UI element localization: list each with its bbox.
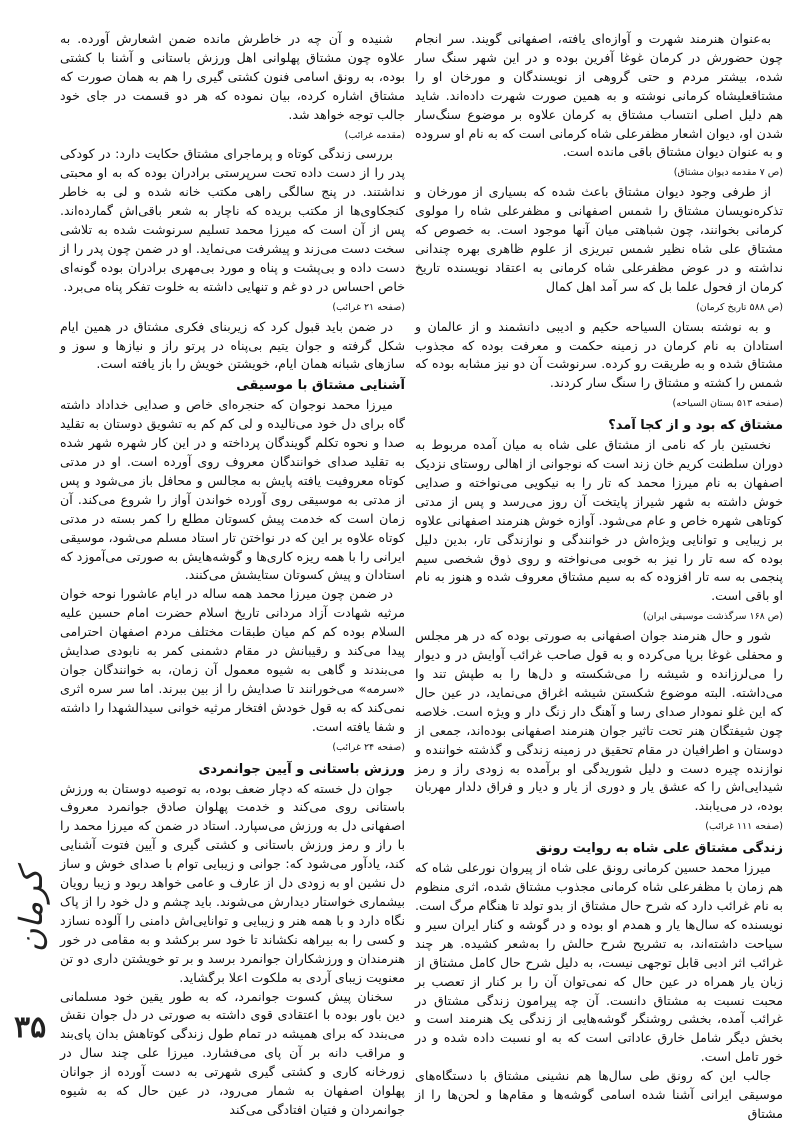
citation: (ص ۵۸۸ تاریخ کرمان) bbox=[696, 301, 783, 313]
right-column bbox=[415, 30, 783, 1121]
citation: (صفحه ۲۴ غرائب) bbox=[332, 741, 405, 753]
paragraph: میرزا محمد حسین کرمانی رونق علی شاه از پیروان نورعلی شاه که هم زمان با مظفرعلی شاه کرمانی مجذوب مشتاق شده، اثری منظوم به نام غرائب دارد که شرح حال مشتاق از بدو تولد تا هنگام مرگ است. نویسنده که سال‌ها یار و همدم او بوده و در گوشه و کنار ایران سیر و سیاحت داشته‌اند، به تشریح شرح حالش را به‌شعر کشیده. هر چند غرائب اثر ادبی قابل توجهی نیست، به دلیل شرح حال کامل مشتاق از زبان یار همراه در عین حال که نمی‌توان آن را بر کنار از تعصب بر محبت نسبت به مشتاق دانست. آن چه پیرامون زندگی مشتاق در غرائب آمده، بخشی روشنگر گوشه‌هایی از زندگی یک هنرمند است و بخش دیگر شامل خارق عاداتی است که به او نسبت داده شده و در خور تامل است. bbox=[415, 860, 783, 1065]
paragraph: جالب این که رونق طی سال‌ها هم نشینی مشتاق با دستگاه‌های موسیقی ایرانی آشنا شده اسامی گوشه‌ها و مقام‌ها و لحن‌ها را از مشتاق bbox=[415, 1068, 783, 1121]
paragraph: شور و حال هنرمند جوان اصفهانی به صورتی بوده که در هر مجلس و محفلی غوغا برپا می‌کرده و به قول صاحب غرائب آوایش در و دیوار را می‌لرزانده و شیشه را می‌شکسته و دل‌ها را به طپش تند وا می‌داشته. البته موضوع شکستن شیشه اغراق می‌نماید، در عین حال که این غلو نمودار صدای رسا و آهنگ دار زنگ دار و ویژه است. خلاصه چون شیفتگان هنر تحت تاثیر جوان هنرمند اصفهانی بوده‌اند، جمعی از دوستان و اطرافیان در مقام تحقیق در زمینه زندگی و گذشته خواننده و نوازنده چیره دست و دلیل شوریدگی او برآمده به زودی راز و رمز شیدایی‌اش را که عشق یار و دوری از یار و دیار و فراق دلدار مهربان بوده، در می‌یابند. bbox=[415, 628, 783, 814]
citation: (مقدمه غرائب) bbox=[344, 129, 405, 141]
section-heading: ورزش باستانی و آیین جوانمردی bbox=[198, 761, 405, 777]
citation: (ص ۱۶۸ سرگذشت موسیقی ایران) bbox=[643, 611, 783, 623]
section-heading: مشتاق که بود و از کجا آمد؟ bbox=[608, 418, 783, 434]
paragraph: شنیده و آن چه در خاطرش مانده ضمن اشعارش آورده. به علاوه چون مشتاق پهلوانی اهل ورزش باستانی و آشنا با کشتی بوده، به رونق اسامی فنون کشتی گیری را هم به همان صورت که مشتاق اشاره کرده، بیان نموده که هر دو قسمت در جای خود جالب توجه خواهد شد. bbox=[60, 31, 405, 122]
paragraph: در ضمن باید قبول کرد که زیربنای فکری مشتاق در همین ایام شکل گرفته و جوان یتیم بی‌پناه در پرتو راز و نیازها و سوز و سازهای شبانه همان ایام، خویشتن خویش را باز یافته است. bbox=[60, 318, 405, 372]
magazine-title-logo: کرمان bbox=[12, 868, 50, 952]
citation: (صفحه ۱۱۱ غرائب) bbox=[705, 821, 783, 833]
paragraph: در ضمن چون میرزا محمد همه ساله در ایام عاشورا نوحه خوان مرثیه شهادت آزاد مردانی تاریخ اسلام حضرت امام حسین علیه السلام بوده کم کم میان طبقات مختلف مردم اصفهان احترامی پیدا می‌کند و رقیبانش در مقام دشمنی کمر به نابودی صدایش می‌بندند و گاهی به شیوه معمول آن زمان، به خوانندگان جوان «سرمه» می‌خورانند تا صدایش را از بین ببرند. اما سر سره اثری نمی‌کند که به قول خودش افتخار مرثیه خوانی سیدالشهدا را داشته و شفا یافته است. bbox=[60, 586, 405, 734]
paragraph: میرزا محمد نوجوان که حنجره‌ای خاص و صدایی خداداد داشته گاه برای دل خود می‌نالیده و لی کم کم به تشویق دوستان به تقلید صدا و نحوه تکلم گویندگان پرداخته و در این کار شهره شهر شده به تقلید صدای خوانندگان معروف روی آورده است. او در مدتی کوتاه معروفیت یافته پایش به مجالس و محافل باز می‌شود و پس از مدتی به موسیقی روی آورده خواندن آواز را شروع می‌کند. آن زمان است که خدمت پیش کسوتان مطلع را کمر بسته در مدتی کوتاه علاوه بر این که در نواختن تار استاد مسلم می‌شود، موسیقی ایرانی را با همه ریزه کاری‌ها و گوشه‌هایش به صورتی می‌آموزد که استادان و پیش کسوتان ستایشش می‌کنند. bbox=[60, 397, 405, 583]
paragraph: بررسی زندگی کوتاه و پرماجرای مشتاق حکایت دارد: در کودکی پدر را از دست داده تحت سرپرستی برادران بوده که به او محبتی نداشتند. در پنج سالگی راهی مکتب خانه شده و لی به خاطر کنجکاوی‌ها از مکتب بریده که ناچار به شعر باقی‌اش گمارده‌اند. پس از آن است که میرزا محمد تسلیم سرنوشت شده به تلاشی سخت دست می‌زند و پیشرفت می‌نماید. او در ضمن چون پدر را از دست داده و بی‌پشت و پناه و مورد بی‌مهری برادران بوده گونه‌ای خاص احساس در دو غم و تنهایی داشته به خلوت تفکر پناه می‌برد. bbox=[60, 146, 405, 294]
section-heading: زندگی مشتاق علی شاه به روایت رونق bbox=[535, 841, 783, 857]
paragraph: به‌عنوان هنرمند شهرت و آوازه‌ای یافته، اصفهانی گویند. سر انجام چون حضورش در کرمان غوغا آفرین بوده و در این شهر سنگ سار شده، بیشتر مردم و حتی گروهی از نویسندگان و مورخان او را مشتاقعلیشاه کرمانی نوشته و به همین صورت شهرت داده‌اند. شاید هم دلیل اصلی انتساب مشتاق به کرمان علاوه بر موضوع سنگ‌سار شدن او، دیوان اشعار مظفرعلی شاه کرمانی است که به نام او سروده و به عنوان دیوان مشتاق باقی مانده است. bbox=[415, 31, 783, 160]
paragraph: سخنان پیش کسوت جوانمرد، که به طور یقین خود مسلمانی دین باور بوده با اعتقادی قوی داشته به صورتی در دل جوان نقش می‌بندد که برای همیشه در تمام طول زندگی کوتاهش بدان پای‌بند و مراقب دانه بر آن پای می‌فشارد. میرزا علی چند سال در زورخانه کاری و کشتی گیری شهرتی به دست آورده از جوانان پهلوان اصفهان به شمار می‌رود، در عین حال که به شیوه جوانمردان و فتیان افتادگی می‌کند bbox=[60, 988, 405, 1117]
citation: (صفحه ۲۱ غرائب) bbox=[332, 301, 405, 313]
paragraph: نخستین بار که نامی از مشتاق علی شاه به میان آمده مربوط به دوران سلطنت کریم خان زند است که نوجوانی از اهالی روستای نزدیک اصفهان به نام میرزا محمد که تار را به نیکویی می‌نواخته و صدایی خوش داشته به شهر شیراز پایتخت آن روز می‌رسد و پس از مدتی کوتاهی شهره خاص و عام می‌شود. آوازه خوش هنرمند اصفهانی علاوه بر زیبایی و توانایی ویژه‌اش در خوانندگی و نوازندگی تار، بدین دلیل بوده که سه تار را نیز به خوبی می‌نواخته و روی ذوق شخصی سیم پنجمی به سه تار افزوده که به سیم مشتاق معروف شده و هنوز به نام او باقی است. bbox=[415, 437, 783, 604]
page-number: ۳۵ bbox=[14, 1010, 47, 1045]
left-column bbox=[60, 30, 405, 1117]
paragraph: از طرفی وجود دیوان مشتاق باعث شده که بسیاری از مورخان و تذکره‌نویسان مشتاق را شمس اصفهانی و مظفرعلی شاه را مولوی کرمانی بخوانند، چون شباهتی میان آنها موجود است. به خصوص که مشتاق علی شاه نظیر شمس تبریزی از علوم ظاهری بهره چندانی نداشته و در عوض مظفرعلی شاه کرمانی به اعتقاد نویسنده تاریخ کرمان از فحول علما بل که سر آمد اهل کمال bbox=[415, 184, 783, 294]
paragraph: و به نوشته بستان السیاحه حکیم و ادیبی دانشمند و از عالمان و استادان به نام کرمان در زمینه حکمت و معرفت بوده که مجذوب مشتاق شده و به طریقت رو کرده. سرنوشت آن دو نیز مشابه بوده که شمس را کشته و مشتاق را سنگ سار کردند. bbox=[415, 318, 783, 391]
citation: (ص ۷ مقدمه دیوان مشتاق) bbox=[673, 167, 783, 179]
section-heading: آشنایی مشتاق با موسیقی bbox=[236, 378, 405, 394]
citation: (صفحه ۵۱۳ بستان السیاحه) bbox=[672, 398, 783, 410]
paragraph: جوان دل خسته که دچار ضعف بوده، به توصیه دوستان به ورزش باستانی روی می‌کند و خدمت پهلوان صادق جوانمرد معروف اصفهانی دل به ورزش می‌سپارد. استاد در ضمن که میرزا محمد را با راز و رمز ورزش باستانی و کشتی گیری و آیین فتوت آشنایی کند، یادآور می‌شود که: جوانی و زیبایی توام با صدای خوش و ساز دل نشین او به زودی دل از عارف و عامی خواهد ربود و زیبا رویان بیشماری خواستار دیدارش می‌شوند. باید چشم و دل خود را از پاک نگاه دارد و با همه هنر و زیبایی و توانایی‌اش دامنی را آلوده نسازد و کسی را به بیراهه نکشاند تا خود سر برکشد و به مقامی در خور هنرمندان و ورزشکاران جوانمرد برسد و بر تو خویشتن داری دو تن معنویت زیبای آردی به ملکوت اعلا برگشاید. bbox=[60, 780, 405, 985]
